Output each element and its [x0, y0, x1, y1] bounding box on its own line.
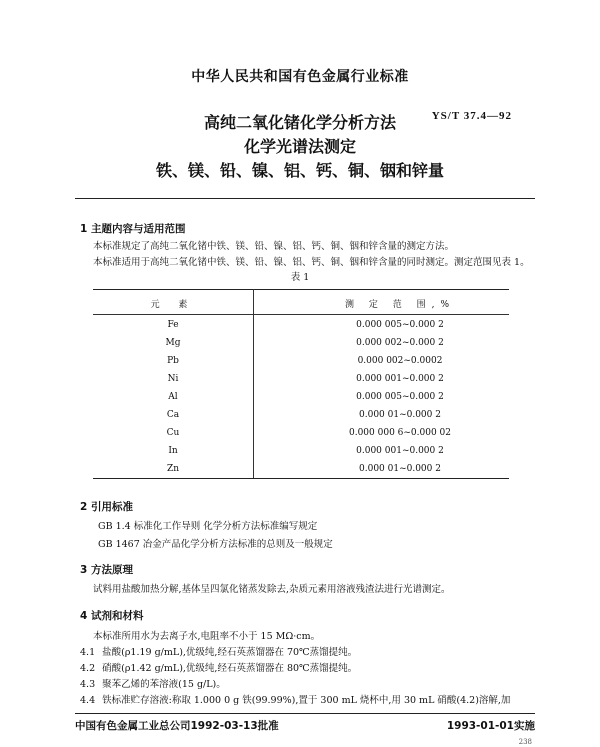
standard-code: YS/T 37.4—92	[431, 110, 512, 122]
table-column-divider	[253, 289, 254, 478]
table-cell-range: 0.000 005~0.000 2	[356, 392, 444, 402]
section3-para: 试料用盐酸加热分解,基体呈四氯化锗蒸发除去,杂质元素用溶液残渣法进行光谱测定。	[93, 584, 451, 595]
section3-heading: 3 方法原理	[80, 564, 133, 576]
table-cell-element: Ca	[166, 410, 180, 420]
document-title-line3: 铁、镁、铅、镍、铝、钙、铜、铟和锌量	[155, 161, 444, 180]
reagent-item	[80, 662, 357, 675]
table-cell-element: Al	[168, 392, 178, 402]
table-top-rule	[93, 289, 509, 290]
table-cell-range: 0.000 002~0.0002	[357, 356, 443, 366]
table-cell-range: 0.000 005~0.000 2	[356, 320, 444, 330]
table-header-element: 元 素	[150, 300, 196, 310]
footer-divider	[75, 713, 535, 714]
reagent-text: 盐酸(ρ1.19 g/mL),优级纯,经石英蒸馏器在 70℃蒸馏提纯。	[102, 647, 358, 658]
table-cell-range: 0.000 01~0.000 2	[359, 464, 441, 474]
table-cell-element: In	[168, 446, 178, 456]
table-cell-element: Pb	[167, 356, 179, 366]
reagent-item	[80, 646, 357, 659]
section1-para1: 本标准规定了高纯二氧化锗中铁、镁、铅、镍、铝、钙、铜、铟和锌含量的测定方法。	[93, 241, 455, 252]
reagent-item	[80, 694, 510, 707]
title-divider	[75, 198, 535, 199]
document-title-line2: 化学光谱法测定	[243, 137, 356, 156]
table-cell-range: 0.000 01~0.000 2	[359, 410, 441, 420]
reagent-number: 4.1	[80, 647, 96, 658]
table-header-rule	[93, 314, 509, 315]
table-cell-range: 0.000 000 6~0.000 02	[348, 428, 451, 438]
approval-info: 中国有色金属工业总公司1992-03-13批准	[75, 720, 279, 732]
table-cell-element: Mg	[165, 338, 181, 348]
document-title-line1: 高纯二氧化锗化学分析方法	[203, 113, 396, 132]
reagent-text: 硝酸(ρ1.42 g/mL),优级纯,经石英蒸馏器在 80℃蒸馏提纯。	[102, 663, 358, 674]
table-cell-range: 0.000 001~0.000 2	[356, 374, 444, 384]
reference-gb1467: GB 1467 冶金产品化学分析方法标准的总则及一般规定	[98, 539, 333, 550]
section1-para2: 本标准适用于高纯二氧化锗中铁、镁、铅、镍、铝、钙、铜、铟和锌含量的同时测定。测定范围见表 1。	[93, 257, 530, 268]
reagent-number: 4.3	[80, 679, 96, 690]
table-cell-element: Zn	[166, 464, 180, 474]
table-caption: 表 1	[290, 272, 310, 283]
reagent-number: 4.4	[80, 695, 96, 706]
page-number: 238	[518, 738, 532, 746]
table-cell-element: Fe	[167, 320, 179, 330]
section4-intro: 本标准所用水为去离子水,电阻率不小于 15 MΩ·cm。	[93, 631, 321, 642]
reagent-number: 4.2	[80, 663, 96, 674]
implementation-date: 1993-01-01实施	[446, 720, 535, 732]
reagent-item	[80, 678, 226, 691]
table-cell-element: Ni	[167, 374, 179, 384]
table-cell-range: 0.000 002~0.000 2	[356, 338, 444, 348]
reagent-text: 聚苯乙烯的苯溶液(15 g/L)。	[102, 679, 226, 690]
table-bottom-rule	[93, 478, 509, 479]
standard-category-title: 中华人民共和国有色金属行业标准	[191, 69, 409, 85]
section2-heading: 2 引用标准	[80, 501, 133, 513]
reference-gb1-4: GB 1.4 标准化工作导则 化学分析方法标准编写规定	[98, 521, 318, 532]
table-cell-range: 0.000 001~0.000 2	[356, 446, 444, 456]
section1-heading: 1 主题内容与适用范围	[80, 223, 186, 235]
table-header-range: 测 定 范 围,%	[345, 300, 455, 310]
section4-heading: 4 试剂和材料	[80, 610, 144, 622]
reagent-text: 铁标准贮存溶液:称取 1.000 0 g 铁(99.99%),置于 300 mL 烧杯中,用 30 mL 硝酸(4.2)溶解,加	[102, 695, 511, 706]
table-cell-element: Cu	[166, 428, 180, 438]
